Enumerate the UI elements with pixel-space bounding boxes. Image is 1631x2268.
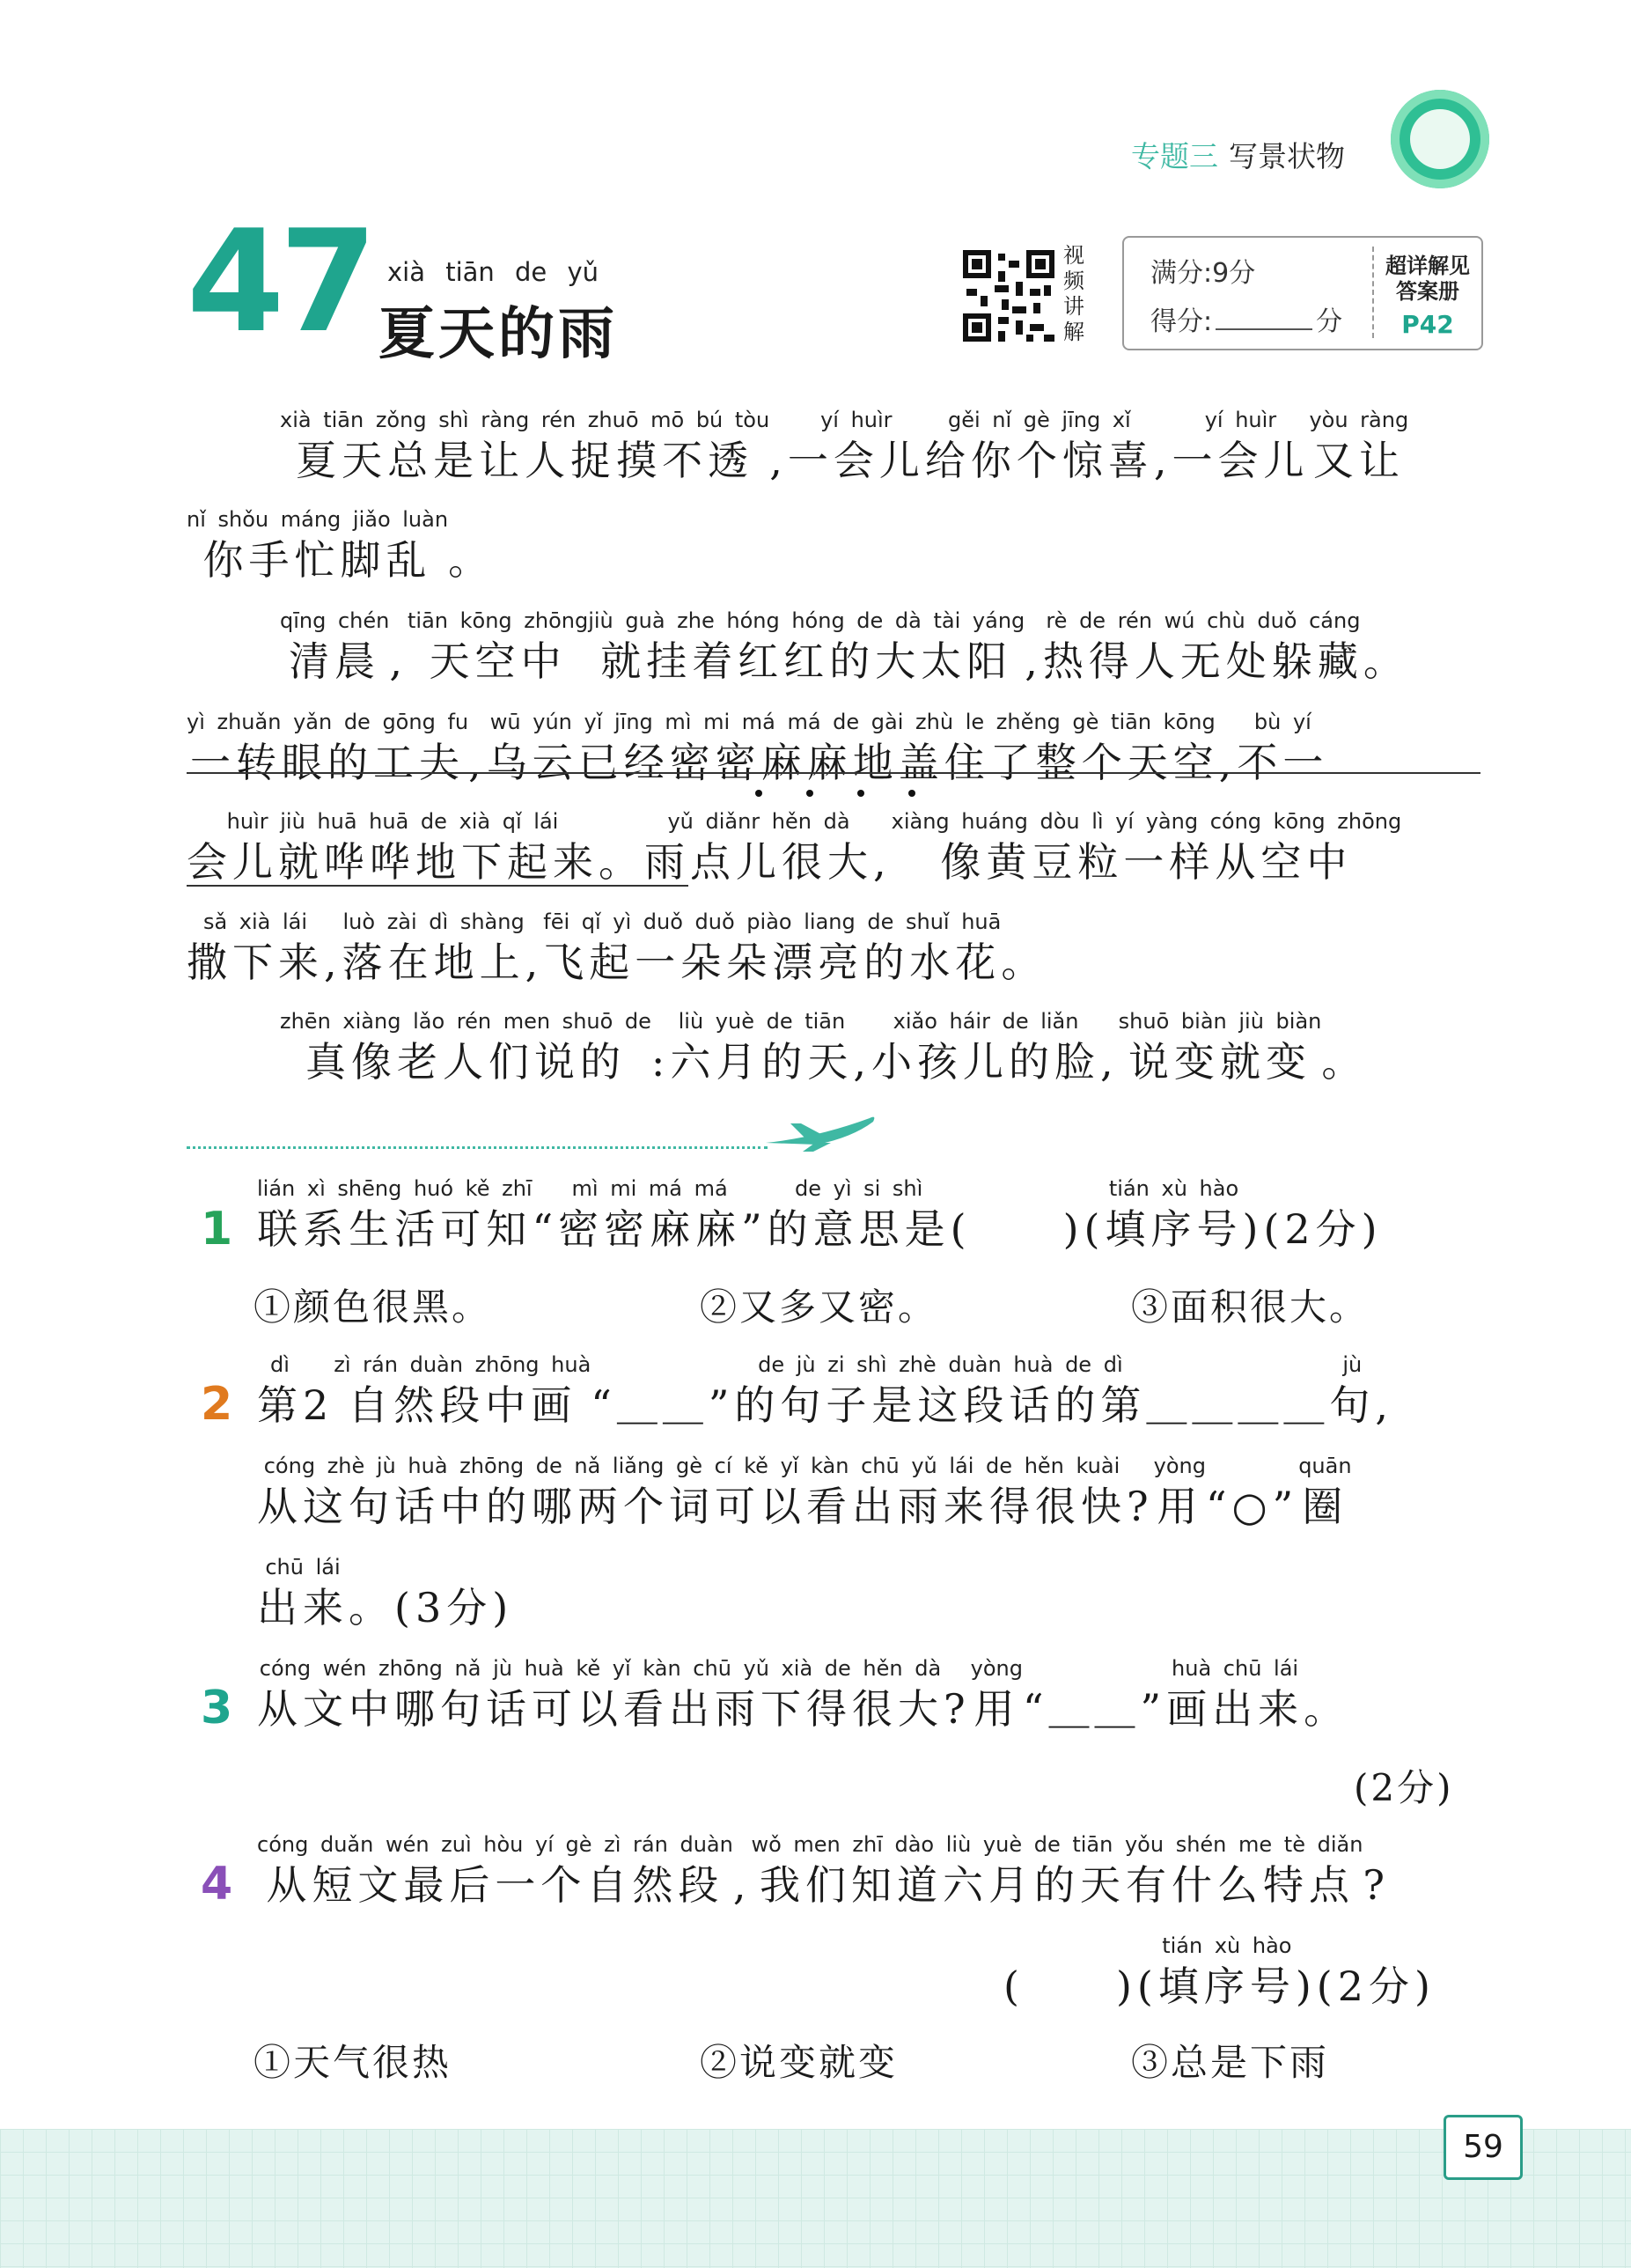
pinyin	[1363, 1831, 1390, 1858]
pinyin: yí huìr	[1204, 408, 1277, 432]
page-number: 59	[1444, 2115, 1523, 2180]
hanzi: 夏天总是让人捉摸不透	[296, 437, 754, 484]
hanzi: 我们知道六月的天有什么特点	[759, 1861, 1355, 1909]
hanzi: ,	[525, 939, 544, 986]
ruby-segment	[303, 1351, 334, 1432]
pinyin: gěi nǐ gè jīng xǐ	[947, 408, 1131, 432]
hanzi: 从短文最后一个自然段	[266, 1861, 724, 1909]
ruby-segment	[280, 1008, 651, 1089]
pinyin: wǒ men zhī dào liù yuè de tiān yǒu shén me tè diǎn	[751, 1832, 1363, 1857]
hanzi: 圈	[1302, 1483, 1348, 1530]
hanzi: 撒下来	[187, 939, 324, 986]
footer-grid	[0, 2129, 1631, 2268]
airplane-icon	[764, 1111, 878, 1152]
lesson-number: 47	[187, 199, 372, 364]
pinyin	[1141, 1655, 1167, 1682]
pinyin	[1375, 1351, 1393, 1378]
pinyin: xiǎo háir de liǎn	[893, 1009, 1079, 1034]
hanzi: 真像老人们说的	[305, 1038, 626, 1086]
ruby-segment	[257, 1175, 533, 1256]
hanzi: “	[591, 1381, 617, 1429]
hanzi: 六月的天	[670, 1038, 854, 1086]
pinyin: yǔ diǎnr hěn dà	[667, 809, 850, 834]
ruby-segment	[788, 407, 925, 488]
hanzi: 说变就变	[1128, 1038, 1312, 1086]
hanzi: 给你个惊喜	[924, 437, 1154, 484]
pinyin	[873, 808, 892, 835]
pinyin: shuō biàn jiù biàn	[1118, 1009, 1322, 1034]
pinyin	[591, 1351, 617, 1378]
hanzi: ?	[1363, 1861, 1391, 1909]
pinyin	[303, 1351, 334, 1378]
question-3-number: 3	[201, 1682, 233, 1734]
answer-reference: 超详解见答案册	[1385, 254, 1470, 304]
pinyin	[651, 1008, 671, 1035]
pinyin: cóng wén zhōng nǎ jù huà kě yǐ kàn chū yǔ xià de hěn dà	[259, 1656, 942, 1681]
ruby-segment	[257, 1655, 944, 1736]
ruby-segment	[257, 1453, 1127, 1534]
pinyin: dì	[270, 1352, 290, 1377]
ruby-segment	[1329, 1351, 1375, 1432]
pinyin: mì mi má má	[571, 1176, 728, 1201]
hanzi: “○”	[1206, 1483, 1299, 1530]
pinyin	[1304, 1655, 1349, 1682]
ruby-segment	[853, 1008, 871, 1089]
hanzi: 2	[303, 1381, 334, 1429]
ruby-segment	[1158, 1933, 1296, 2014]
pinyin	[1001, 909, 1047, 935]
pinyin: zhēn xiàng lǎo rén men shuō de	[280, 1009, 651, 1034]
pinyin	[1321, 1008, 1367, 1035]
hanzi: )(2分)	[1295, 1962, 1436, 2010]
pinyin: yì zhuǎn yǎn de gōng fu	[187, 710, 469, 734]
hanzi: 出来	[257, 1584, 349, 1631]
ruby-segment	[389, 608, 408, 688]
pinyin	[468, 709, 487, 735]
hanzi: 。	[1001, 939, 1047, 986]
ruby-segment	[1119, 1008, 1322, 1089]
hanzi: ,	[853, 1038, 872, 1086]
ruby-segment	[187, 909, 324, 990]
pinyin: lián xì shēng huó kě zhī	[257, 1176, 533, 1201]
hanzi: 雨点儿很大	[644, 838, 873, 886]
ruby-segment	[187, 808, 599, 889]
ruby-segment	[588, 608, 1025, 688]
ruby-segment	[871, 1008, 1100, 1089]
ruby-segment	[892, 808, 1402, 889]
text-line	[280, 608, 1409, 688]
q1-option-2[interactable]: ②又多又密。	[700, 1285, 938, 1329]
hanzi: ”	[1140, 1685, 1167, 1733]
ruby-segment	[1321, 1008, 1367, 1089]
pinyin	[599, 808, 644, 835]
ruby-segment	[1049, 1655, 1141, 1736]
pinyin: luò zài dì shàng	[342, 909, 525, 934]
hanzi: 你手忙脚乱	[202, 536, 432, 584]
pinyin	[1206, 1453, 1298, 1479]
pinyin: tián xù hào	[1108, 1176, 1239, 1201]
pinyin	[1025, 608, 1043, 634]
text-line	[257, 1831, 1390, 1912]
question-1-number: 1	[201, 1203, 233, 1256]
q4-option-3[interactable]: ③总是下雨	[1131, 2041, 1330, 2084]
topic-header	[1131, 134, 1345, 175]
hanzi: 又让	[1312, 437, 1405, 484]
pinyin	[324, 909, 342, 935]
text-line	[187, 808, 1401, 889]
ruby-segment	[751, 1831, 1363, 1912]
pinyin	[1296, 1933, 1436, 1959]
ruby-segment	[187, 709, 468, 790]
pinyin: tiān kōng zhōng	[407, 608, 589, 633]
hanzi: 填序号	[1157, 1962, 1296, 2010]
ruby-segment	[1100, 1008, 1119, 1089]
hanzi: 第	[257, 1381, 303, 1429]
text-line	[280, 1008, 1367, 1089]
hanzi: 从这句话中的哪两个词可以看出雨来得很快	[257, 1483, 1127, 1530]
hanzi: ,	[1218, 739, 1238, 786]
pinyin	[448, 506, 494, 533]
ruby-segment	[951, 1175, 1106, 1256]
title-pinyin: xià tiān de yǔ	[387, 257, 599, 287]
ruby-segment	[1363, 608, 1409, 688]
pinyin: huìr jiù huā huā de xià qǐ lái	[226, 809, 559, 834]
question-3-score: (2分)	[1354, 1766, 1454, 1809]
pinyin: tián xù hào	[1162, 1933, 1292, 1958]
badge-icon	[1391, 90, 1489, 188]
ruby-segment	[651, 1008, 671, 1089]
hanzi: 不一	[1237, 739, 1329, 786]
hanzi: ,	[1375, 1381, 1393, 1429]
ruby-segment	[741, 1175, 768, 1256]
pinyin: bù yí	[1253, 710, 1311, 734]
hanzi: ?	[1127, 1483, 1154, 1530]
ruby-segment	[408, 608, 588, 688]
ruby-segment	[1304, 1655, 1349, 1736]
pinyin: chū lái	[265, 1555, 341, 1580]
text-line	[187, 506, 494, 587]
score-full: 满分:9分	[1150, 258, 1256, 289]
pinyin: sǎ xià lái	[202, 909, 308, 934]
hanzi: 。	[599, 838, 644, 886]
pinyin: jù	[1342, 1352, 1363, 1377]
hanzi: 画出来	[1166, 1685, 1304, 1733]
text-line	[257, 1655, 1349, 1736]
pinyin	[1154, 407, 1172, 433]
hanzi: 乌云已经密密麻麻地盖住了整个天空	[486, 739, 1219, 786]
hanzi: 。	[1321, 1038, 1368, 1086]
pinyin: qīng chén	[280, 608, 390, 633]
hanzi: ”	[708, 1381, 735, 1429]
pinyin: yòng	[970, 1656, 1024, 1681]
hanzi: ,	[873, 838, 892, 886]
pinyin	[533, 1175, 559, 1202]
hanzi: ,	[324, 939, 342, 986]
ruby-segment	[1146, 1351, 1329, 1432]
text-line	[257, 1554, 513, 1635]
ruby-segment	[257, 1351, 303, 1432]
ruby-segment	[734, 1351, 1146, 1432]
pinyin	[389, 608, 408, 634]
pinyin	[1363, 608, 1409, 634]
hanzi: ,	[1025, 637, 1043, 685]
ruby-segment	[187, 506, 448, 587]
ruby-segment	[257, 1831, 733, 1912]
hanzi: 联系生活可知	[257, 1205, 533, 1253]
pinyin: xià tiān zǒng shì ràng rén zhuō mō bú tòu	[280, 408, 770, 432]
hanzi: ＿＿	[1048, 1685, 1141, 1733]
pinyin	[951, 1175, 1106, 1202]
pinyin: huà chū lái	[1172, 1656, 1299, 1681]
ruby-segment	[599, 808, 644, 889]
pinyin	[1003, 1933, 1158, 1959]
hanzi: 填序号	[1105, 1205, 1243, 1253]
hanzi: 小孩儿的脸	[871, 1038, 1101, 1086]
pinyin: liù yuè de tiān	[678, 1009, 846, 1034]
hanzi: 热得人无处躲藏	[1042, 637, 1363, 685]
hanzi: 天空中	[429, 637, 567, 685]
emphasis-dot	[806, 790, 813, 797]
pinyin: yòu ràng	[1309, 408, 1409, 432]
pinyin: de jù zi shì zhè duàn huà de dì	[758, 1352, 1123, 1377]
hanzi: ＿＿	[616, 1381, 709, 1429]
hanzi: 的意思是	[767, 1205, 951, 1253]
hanzi: ,	[1153, 437, 1172, 484]
pinyin	[525, 909, 544, 935]
ruby-segment	[1001, 909, 1047, 990]
ruby-segment	[670, 1008, 853, 1089]
q4-option-1[interactable]: ①天气很热	[253, 2041, 452, 2084]
hanzi: 从文中哪句话可以看出雨下得很大	[257, 1685, 944, 1733]
ruby-segment	[543, 909, 1001, 990]
hanzi: 一会儿	[787, 437, 925, 484]
text-line	[257, 1175, 1383, 1256]
emphasis-dot	[908, 790, 915, 797]
pinyin	[1219, 709, 1238, 735]
pinyin: cóng duǎn wén zuì hòu yí gè zì rán duàn	[257, 1832, 733, 1857]
ruby-segment	[324, 909, 342, 990]
hanzi: 。	[1304, 1685, 1350, 1733]
pinyin: de yì si shì	[795, 1176, 923, 1201]
ruby-segment	[1127, 1453, 1154, 1534]
pinyin: fēi qǐ yì duǒ duǒ piào liang de shuǐ huā	[543, 909, 1002, 934]
ruby-segment	[1363, 1831, 1390, 1912]
pinyin: nǐ shǒu máng jiǎo luàn	[187, 507, 449, 532]
ruby-segment	[334, 1351, 591, 1432]
pinyin	[709, 1351, 735, 1378]
q4-option-2[interactable]: ②说变就变	[700, 2041, 899, 2084]
hanzi: 。(3分)	[349, 1584, 514, 1631]
pinyin	[1146, 1351, 1329, 1378]
pinyin	[1100, 1008, 1119, 1035]
hanzi: ,	[1100, 1038, 1119, 1086]
ruby-segment	[1106, 1175, 1243, 1256]
hanzi: :	[650, 1038, 671, 1086]
ruby-segment	[257, 1554, 349, 1635]
hanzi: ,	[468, 739, 487, 786]
ruby-segment	[1154, 407, 1172, 488]
ruby-segment	[558, 1175, 741, 1256]
ruby-segment	[1309, 407, 1408, 488]
pinyin: rè de rén wú chù duǒ cáng	[1046, 608, 1361, 633]
ruby-segment	[1296, 1933, 1436, 2014]
divider	[187, 1146, 768, 1149]
underline-sentence-end	[187, 885, 688, 887]
ruby-segment	[468, 709, 487, 790]
text-line	[1003, 1933, 1436, 2014]
pinyin: quān	[1298, 1454, 1352, 1478]
lesson-title: 夏天的雨	[378, 302, 618, 367]
ruby-segment	[617, 1351, 709, 1432]
pinyin	[733, 1831, 752, 1858]
hanzi: ,	[769, 437, 788, 484]
video-label: 视频讲解	[1063, 243, 1084, 344]
ruby-segment	[1206, 1453, 1298, 1534]
ruby-segment	[1141, 1655, 1167, 1736]
hanzi: ＿＿＿＿	[1146, 1381, 1330, 1429]
hanzi: 清晨	[289, 637, 381, 685]
hanzi: 用	[973, 1685, 1020, 1733]
ruby-segment	[873, 808, 892, 889]
hanzi: “	[532, 1205, 559, 1253]
ruby-segment	[349, 1554, 513, 1635]
hanzi: 会儿就哗哗地下起来	[187, 838, 599, 886]
pinyin: yí huìr	[820, 408, 893, 432]
hanzi: ,	[732, 1861, 752, 1909]
pinyin: xiàng huáng dòu lì yí yàng cóng kōng zhōng	[891, 809, 1402, 834]
ruby-segment	[644, 808, 873, 889]
hanzi: ?	[944, 1685, 971, 1733]
text-line	[187, 709, 1328, 790]
pinyin	[769, 407, 788, 433]
ruby-segment	[533, 1175, 559, 1256]
topic-label: 专题三	[1131, 139, 1218, 173]
hanzi: 飞起一朵朵漂亮的水花	[543, 939, 1002, 986]
pinyin	[1243, 1175, 1383, 1202]
hanzi: 。	[448, 536, 495, 584]
ruby-segment	[769, 407, 788, 488]
ruby-segment	[525, 909, 544, 990]
ruby-segment	[487, 709, 1219, 790]
hanzi: ( )(	[950, 1205, 1106, 1253]
ruby-segment	[733, 1831, 752, 1912]
ruby-segment	[1166, 1655, 1304, 1736]
emphasis-dot	[857, 790, 864, 797]
text-line	[257, 1453, 1352, 1534]
ruby-segment	[280, 407, 769, 488]
ruby-segment	[591, 1351, 617, 1432]
hanzi: 自然段中画	[348, 1381, 577, 1429]
qr-code-icon[interactable]	[959, 247, 1058, 345]
ruby-segment	[1219, 709, 1238, 790]
ruby-segment	[1154, 1453, 1206, 1534]
pinyin	[1023, 1655, 1049, 1682]
ruby-segment	[768, 1175, 951, 1256]
ruby-segment	[1243, 1175, 1383, 1256]
score-got: 得分: 分	[1150, 306, 1343, 337]
ruby-segment	[944, 1655, 971, 1736]
hanzi: 就挂着红红的大太阳	[600, 637, 1013, 685]
hanzi: 的句子是这段话的第	[734, 1381, 1147, 1429]
ruby-segment	[1023, 1655, 1049, 1736]
text-line	[280, 407, 1408, 488]
hanzi: 落在地上	[342, 939, 525, 986]
ruby-segment	[925, 407, 1154, 488]
pinyin	[944, 1655, 971, 1682]
ruby-segment	[971, 1655, 1023, 1736]
text-line	[187, 909, 1047, 990]
pinyin: yòng	[1153, 1454, 1207, 1478]
ruby-segment	[448, 506, 494, 587]
hanzi: 。	[1363, 637, 1409, 685]
question-2-number: 2	[201, 1378, 233, 1431]
hanzi: 像黄豆粒一样从空中	[940, 838, 1353, 886]
text-line	[257, 1351, 1393, 1432]
q1-option-3[interactable]: ③面积很大。	[1131, 1285, 1370, 1329]
hanzi: ( )(	[1003, 1962, 1158, 2010]
pinyin	[349, 1554, 513, 1580]
pinyin: wū yún yǐ jīng mì mi má má de gài zhù le zhěng gè tiān kōng	[489, 710, 1216, 734]
pinyin: jiù guà zhe hóng hóng de dà tài yáng	[588, 608, 1025, 633]
ruby-segment	[1003, 1933, 1158, 2014]
hanzi: 句	[1329, 1381, 1376, 1429]
hanzi: ,	[389, 637, 408, 685]
ruby-segment	[1298, 1453, 1351, 1534]
hanzi: 一转眼的工夫	[190, 739, 466, 786]
pinyin	[741, 1175, 768, 1202]
hanzi: )(2分)	[1242, 1205, 1383, 1253]
question-4-number: 4	[201, 1858, 233, 1911]
ruby-segment	[1237, 709, 1328, 790]
hanzi: “	[1023, 1685, 1049, 1733]
ruby-segment	[280, 608, 389, 688]
q1-option-1[interactable]: ①颜色很黑。	[253, 1285, 492, 1329]
pinyin: zì rán duàn zhōng huà	[334, 1352, 591, 1377]
pinyin: cóng zhè jù huà zhōng de nǎ liǎng gè cí kě yǐ kàn chū yǔ lái de hěn kuài	[263, 1454, 1120, 1478]
ruby-segment	[709, 1351, 735, 1432]
underline-sentence	[187, 772, 1480, 774]
pinyin	[853, 1008, 871, 1035]
answer-page: P42	[1401, 310, 1454, 339]
pinyin	[1049, 1655, 1141, 1682]
hanzi: 用	[1157, 1483, 1203, 1530]
hanzi: 密密麻麻	[558, 1205, 742, 1253]
ruby-segment	[1375, 1351, 1393, 1432]
hanzi: ”	[741, 1205, 768, 1253]
hanzi: 一会儿	[1172, 437, 1310, 484]
pinyin	[1127, 1453, 1154, 1479]
ruby-segment	[342, 909, 525, 990]
ruby-segment	[1043, 608, 1363, 688]
topic-name: 写景状物	[1229, 139, 1345, 173]
emphasis-dot	[755, 790, 762, 797]
ruby-segment	[1025, 608, 1043, 688]
ruby-segment	[1172, 407, 1309, 488]
pinyin	[617, 1351, 709, 1378]
